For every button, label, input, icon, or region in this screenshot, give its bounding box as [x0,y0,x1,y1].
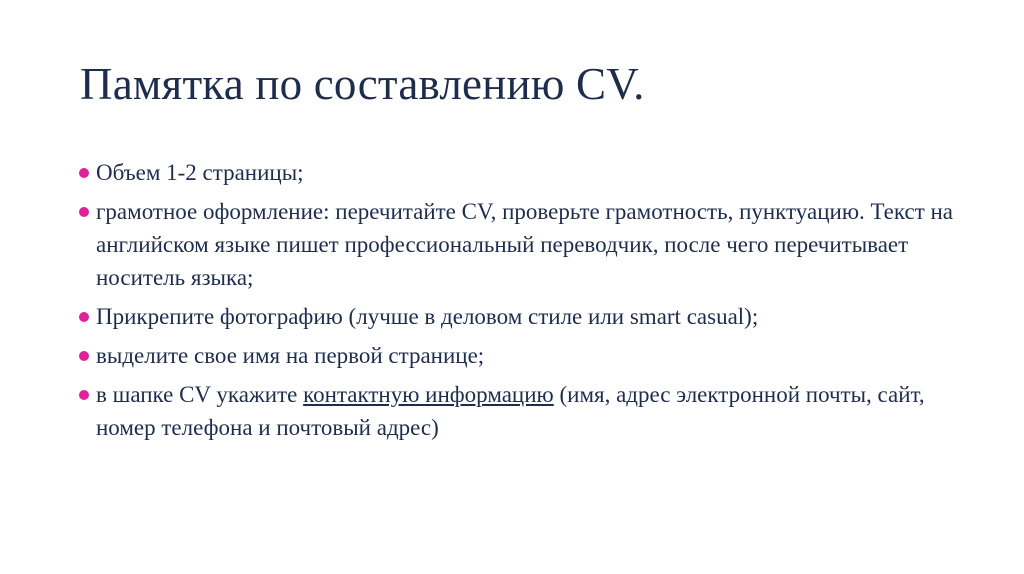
contact-info-link[interactable]: контактную информацию [303,382,554,407]
bullet-dot-icon [79,168,89,178]
bullet-text: Прикрепите фотографию (лучше в деловом стиле или smart casual); [96,304,759,329]
bullet-dot-icon [79,351,89,361]
bullet-dot-icon [79,207,89,217]
bullet-text: выделите свое имя на первой странице; [96,343,485,368]
bullet-text: грамотное оформление: перечитайте CV, проверьте грамотность, пунктуацию. Текст на английском языке пишет профессиональный переводчик, после чего перечитывает носитель языка; [96,199,954,290]
bullet-dot-icon [79,312,89,322]
bullet-dot-icon [79,390,89,400]
bullet-list [78,156,958,450]
bullet-item-page-count [78,156,958,189]
bullet-text-suffix: (имя, адрес электронной почты, сайт, номер телефона и почтовый адрес) [96,382,925,440]
bullet-item-name [78,339,958,372]
bullet-item-formatting [78,195,958,294]
bullet-item-photo [78,300,958,333]
bullet-text-prefix: в шапке CV укажите [96,382,304,407]
bullet-item-contacts [78,378,958,444]
bullet-text: Объем 1-2 страницы; [96,160,304,185]
slide-title: Памятка по составлению CV. [80,59,645,109]
